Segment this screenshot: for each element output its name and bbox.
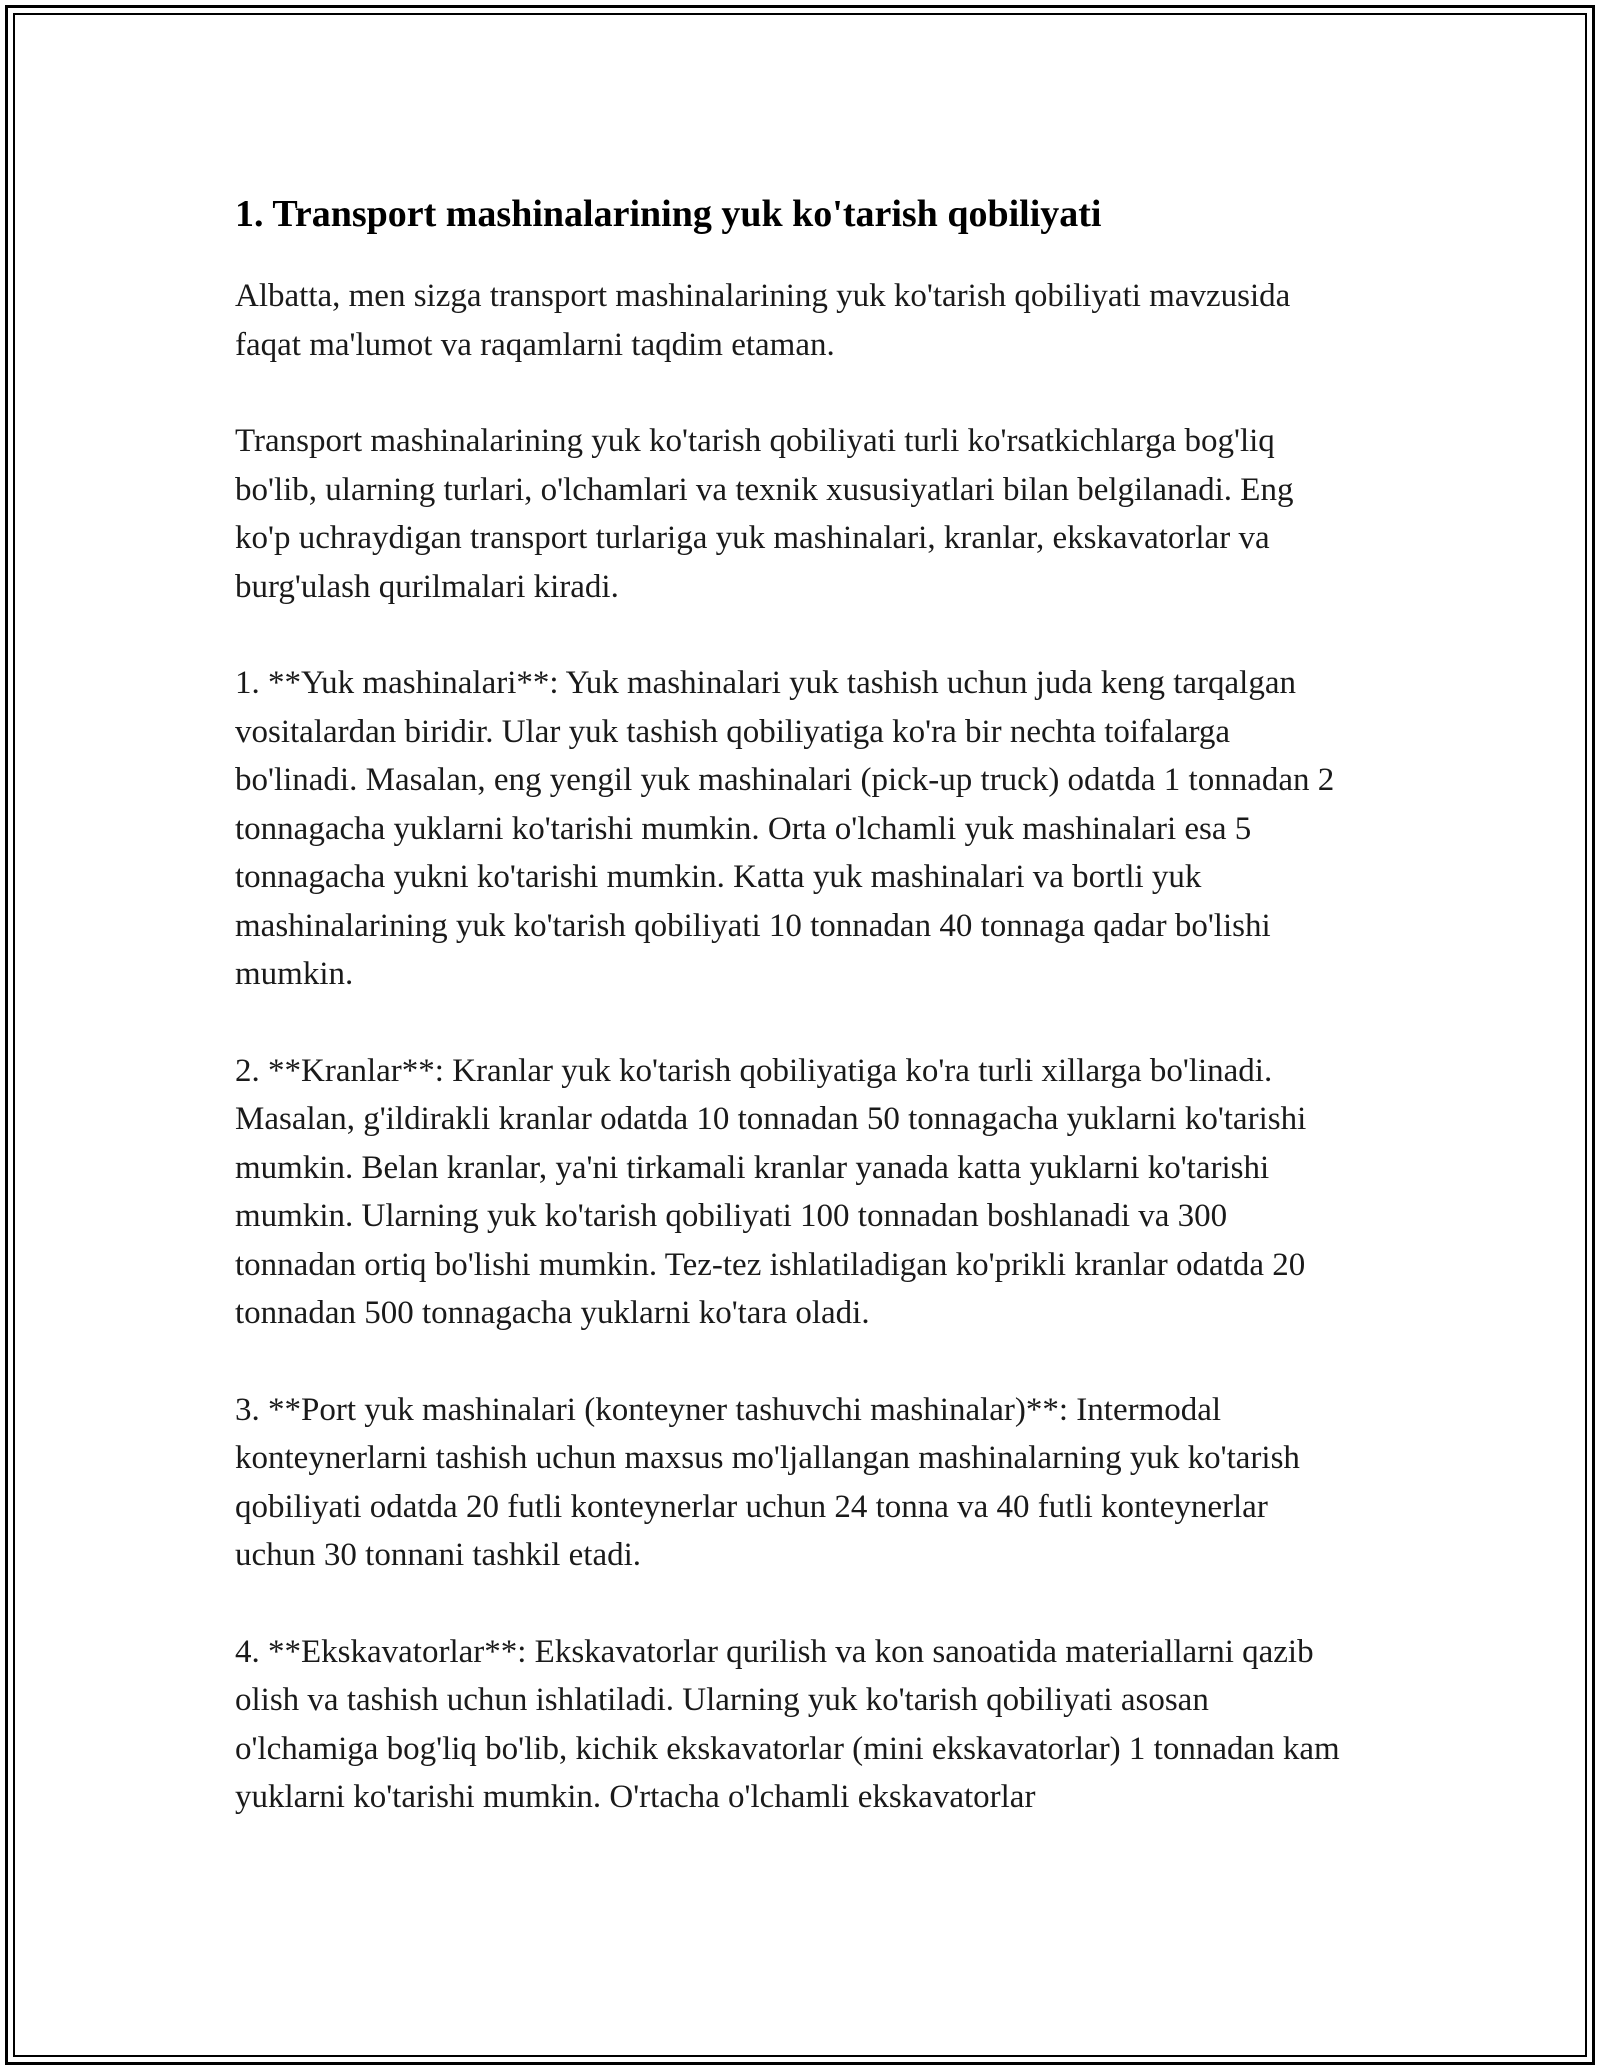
document-title: 1. Transport mashinalarining yuk ko'tarish qobiliyati (235, 193, 1102, 235)
paragraph-port-trucks: 3. **Port yuk mashinalari (konteyner tashuvchi mashinalar)**: Intermodal konteynerlarni tashish uchun maxsus mo'ljallangan mashinalarning yuk ko'tarish qobiliyati odatda 20 futli konteynerlar uchun 24 tonna va 40 futli konteynerlar uchun 30 tonnani tashkil etadi. (235, 1391, 1300, 1573)
paragraph-overview: Transport mashinalarining yuk ko'tarish qobiliyati turli ko'rsatkichlarga bog'liq bo'lib, ularning turlari, o'lchamlari va texnik xususiyatlari bilan belgilanadi. Eng ko'p uchraydigan transport turlariga yuk mashinalari, kranlar, ekskavatorlar va burg'ulash qurilmalari kiradi. (235, 423, 1294, 605)
paragraph-excavators: 4. **Ekskavatorlar**: Ekskavatorlar qurilish va kon sanoatida materiallarni qazib olish va tashish uchun ishlatiladi. Ularning yuk ko'tarish qobiliyati asosan o'lchamiga bog'liq bo'lib, kichik ekskavatorlar (mini ekskavatorlar) 1 tonnadan kam yuklarni ko'tarishi mumkin. O'rtacha o'lchamli ekskavatorlar (235, 1633, 1340, 1815)
paragraph-cranes: 2. **Kranlar**: Kranlar yuk ko'tarish qobiliyatiga ko'ra turli xillarga bo'linadi. Masalan, g'ildirakli kranlar odatda 10 tonnadan 50 tonnagacha yuklarni ko'tarishi mumkin. Belan kranlar, ya'ni tirkamali kranlar yanada katta yuklarni ko'tarishi mumkin. Ularning yuk ko'tarish qobiliyati 100 tonnadan boshlanadi va 300 tonnadan ortiq bo'lishi mumkin. Tez-tez ishlatiladigan ko'prikli kranlar odatda 20 tonnadan 500 tonnagacha yuklarni ko'tara oladi. (235, 1052, 1307, 1331)
document-body (235, 186, 1355, 1870)
paragraph-intro: Albatta, men sizga transport mashinalarining yuk ko'tarish qobiliyati mavzusida faqat ma'lumot va raqamlarni taqdim etaman. (235, 278, 1291, 363)
paragraph-trucks: 1. **Yuk mashinalari**: Yuk mashinalari yuk tashish uchun juda keng tarqalgan vositalardan biridir. Ular yuk tashish qobiliyatiga ko'ra bir nechta toifalarga bo'linadi. Masalan, eng yengil yuk mashinalari (pick-up truck) odatda 1 tonnadan 2 tonnagacha yuklarni ko'tarishi mumkin. Orta o'lchamli yuk mashinalari esa 5 tonnagacha yukni ko'tarishi mumkin. Katta yuk mashinalari va bortli yuk mashinalarining yuk ko'tarish qobiliyati 10 tonnadan 40 tonnaga qadar bo'lishi mumkin. (235, 665, 1335, 992)
